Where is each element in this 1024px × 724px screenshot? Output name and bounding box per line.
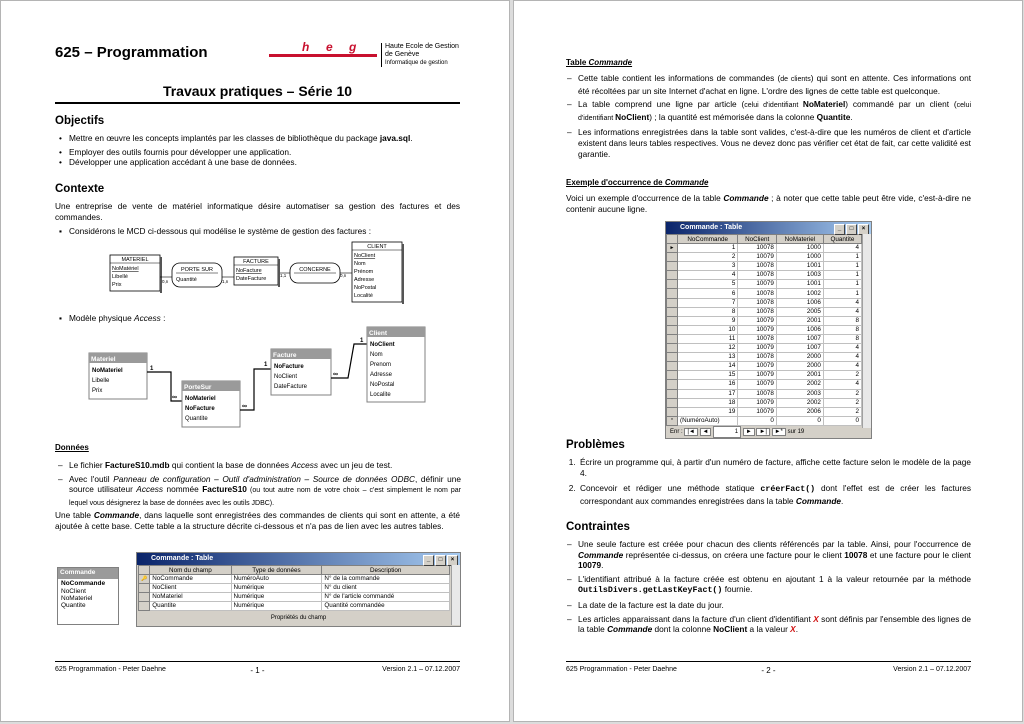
- list-item: – La date de la facture est la date du jour.: [566, 600, 971, 611]
- table-cell[interactable]: 10079: [738, 325, 777, 334]
- record-number-input[interactable]: 1: [713, 426, 741, 438]
- table-cell[interactable]: 0: [776, 416, 823, 425]
- list-item: – Avec l'outil Panneau de configuration – Outil d'administration – Source de données ODBC, définir une source utilisateur Access nommée FactureS10 (ou tout autre nom de votre choix – c'est simplement le nom par lequel vous désignerez la base de données avec les outils JDBC).: [57, 474, 461, 510]
- list-item: – Une seule facture est créée pour chacun des clients référencés par la table. Ainsi, pour l'occurrence de Commande représentée ci-dessus, on créera une facture pour le client 10078 et une facture pour le client 10079.: [566, 539, 971, 571]
- new-record-button[interactable]: ►*: [772, 428, 786, 436]
- table-cell[interactable]: 2000: [776, 362, 823, 371]
- table-cell[interactable]: 2006: [776, 407, 823, 416]
- datasheet-window: Commande : Table _ □ × NoCommande NoClient NoMateriel Quantite ► 1 10078 1000 4 2 10079 1000 1 3 10078 1001 1 4 10078 1003 1 5 10079 1001 1 6 10078 1002 1 7 10078 1006 4 8 10078 2005 4 9 10079 2001 8 10 10079 1006 8 11 10078 1007 8 12 10079 1007 4 13 10078 2000 4 14 10079 2000 4 15 10079 2001 2 16 10079 2002 4 17 10078 2003 2 18 10079 2002 2 19 10079 2006 2 * (NuméroAuto) 0 0 0 Enr : |◄ ◄ 1 ► ►| ►* sur 19: [665, 221, 872, 439]
- table-cell[interactable]: 10079: [738, 253, 777, 262]
- table-cell[interactable]: 2002: [776, 380, 823, 389]
- mcd-diagram: [106, 241, 406, 305]
- contexte-heading: Contexte: [55, 183, 105, 195]
- first-record-button[interactable]: |◄: [684, 428, 698, 436]
- mcd-client-entity: [352, 242, 404, 304]
- list-item: – Le fichier FactureS10.mdb qui contient la base de données Access avec un jeu de test.: [57, 460, 461, 471]
- svg-text:∞: ∞: [172, 394, 177, 401]
- svg-text:1: 1: [150, 366, 154, 372]
- svg-text:PorteSur: PorteSur: [184, 384, 212, 391]
- svg-text:DateFacture: DateFacture: [236, 276, 267, 282]
- table-cell[interactable]: 1007: [776, 334, 823, 343]
- table-row[interactable]: [667, 407, 862, 416]
- table-design-window: Commande : Table _ □ × Nom du champ Type de données Description 🔑 NoCommande NuméroAuto N° de la commande NoClient Numérique N° du client NoMateriel Numérique N° de l'article commandé Quantite Numérique Quantité commandée Propriétés du champ: [136, 552, 461, 627]
- page-footer: 625 Programmation - Peter Daehne - 1 - Version 2.1 – 07.12.2007: [55, 661, 460, 673]
- table-cell[interactable]: 4: [823, 298, 861, 307]
- table-cell[interactable]: 2: [823, 407, 861, 416]
- table-materiel: [89, 353, 147, 399]
- table-cell[interactable]: 2005: [776, 307, 823, 316]
- table-cell[interactable]: 4: [823, 362, 861, 371]
- minimize-button[interactable]: _: [834, 224, 845, 235]
- table-cell[interactable]: 0: [738, 416, 777, 425]
- table-cell[interactable]: 10078: [738, 289, 777, 298]
- table-cell[interactable]: 5: [678, 280, 738, 289]
- table-cell[interactable]: 4: [823, 307, 861, 316]
- table-cell[interactable]: 12: [678, 344, 738, 353]
- list-item: 1. Écrire un programme qui, à partir d'un numéro de facture, affiche cette facture selon le modèle de la page 4.: [578, 457, 971, 478]
- table-client: [367, 327, 425, 402]
- problemes-list: [566, 457, 971, 509]
- table-cell[interactable]: 10078: [738, 244, 777, 253]
- table-cell[interactable]: 10078: [738, 389, 777, 398]
- table-cell[interactable]: 10079: [738, 362, 777, 371]
- svg-text:Adresse: Adresse: [370, 372, 393, 378]
- table-row[interactable]: [667, 307, 862, 316]
- table-row[interactable]: [667, 371, 862, 380]
- table-cell[interactable]: 1006: [776, 325, 823, 334]
- svg-text:Quantité: Quantité: [176, 277, 197, 283]
- svg-text:Nom: Nom: [370, 352, 383, 358]
- heg-logo: h e g: [269, 41, 377, 67]
- table-cell[interactable]: 10078: [738, 334, 777, 343]
- table-cell[interactable]: 1: [823, 253, 861, 262]
- table-row: 🔑 NoCommande NuméroAuto N° de la commande: [139, 575, 450, 584]
- table-cell[interactable]: 1002: [776, 289, 823, 298]
- table-cell[interactable]: 8: [823, 325, 861, 334]
- maximize-button[interactable]: □: [435, 555, 446, 566]
- svg-text:NoMateriel: NoMateriel: [185, 396, 216, 402]
- svg-text:FACTURE: FACTURE: [243, 259, 269, 265]
- table-cell[interactable]: 3: [678, 262, 738, 271]
- table-cell[interactable]: 4: [823, 353, 861, 362]
- table-cell[interactable]: 10079: [738, 398, 777, 407]
- table-cell[interactable]: 18: [678, 398, 738, 407]
- exemple-heading: Exemple d'occurrence de Commande: [566, 178, 709, 187]
- table-cell[interactable]: (NuméroAuto): [678, 416, 738, 425]
- svg-text:Quantite: Quantite: [185, 416, 208, 422]
- close-button[interactable]: ×: [858, 224, 869, 235]
- cardinality: 0,n: [340, 273, 347, 278]
- list-item: • Mettre en œuvre les concepts implantés par les classes de bibliothèque du package java.sql.: [57, 133, 461, 144]
- table-row[interactable]: [667, 362, 862, 371]
- table-cell[interactable]: 14: [678, 362, 738, 371]
- mcd-facture-entity: [234, 257, 280, 287]
- table-cell[interactable]: 4: [823, 380, 861, 389]
- svg-text:NoClient: NoClient: [354, 253, 376, 259]
- svg-text:Localité: Localité: [354, 293, 373, 299]
- svg-text:1: 1: [360, 338, 364, 344]
- table-cell[interactable]: 16: [678, 380, 738, 389]
- list-item: – L'identifiant attribué à la facture créée est obtenu en ajoutant 1 à la valeur retournée par la méthode OutilsDivers.getLastKeyFact() fournie.: [566, 574, 971, 597]
- svg-text:Facture: Facture: [273, 352, 297, 359]
- mcd-porte-sur-relation: [172, 263, 222, 287]
- svg-text:Prix: Prix: [112, 282, 122, 288]
- table-facture: [271, 349, 331, 395]
- course-title: 625 – Programmation: [55, 44, 208, 61]
- table-cell[interactable]: 4: [823, 244, 861, 253]
- svg-text:Nom: Nom: [354, 261, 366, 267]
- minimize-button[interactable]: _: [423, 555, 434, 566]
- svg-text:NoFacture: NoFacture: [236, 268, 262, 274]
- scrollbar[interactable]: [451, 565, 460, 625]
- table-portesur: [182, 381, 240, 427]
- table-cell[interactable]: 1: [823, 280, 861, 289]
- table-row[interactable]: [667, 280, 862, 289]
- table-cell[interactable]: 2: [823, 398, 861, 407]
- table-cell[interactable]: 2: [823, 389, 861, 398]
- last-record-button[interactable]: ►|: [756, 428, 770, 436]
- table-row[interactable]: [667, 353, 862, 362]
- table-cell[interactable]: 1: [823, 289, 861, 298]
- svg-text:Client: Client: [369, 330, 388, 337]
- table-cell[interactable]: 2000: [776, 353, 823, 362]
- svg-text:NoMateriel: NoMateriel: [92, 368, 123, 374]
- svg-text:Adresse: Adresse: [354, 277, 375, 283]
- design-grid: Nom du champ Type de données Description 🔑 NoCommande NuméroAuto N° de la commande NoClient Numérique N° du client NoMateriel Numérique N° de l'article commandé Quantite Numérique Quantité commandée: [138, 565, 450, 611]
- svg-text:NoMatériel: NoMatériel: [112, 266, 139, 272]
- table-cell[interactable]: 10079: [738, 316, 777, 325]
- list-item: – Cette table contient les informations de commandes (de clients) qui sont en attente. Ces informations ont été récoltées par un site Internet d'achat en ligne. L'ordre des lignes de cette table est quelconque.: [566, 73, 971, 96]
- table-cell[interactable]: 1001: [776, 262, 823, 271]
- svg-text:Libellé: Libellé: [112, 274, 128, 280]
- table-cell[interactable]: 2003: [776, 389, 823, 398]
- table-cell[interactable]: 6: [678, 289, 738, 298]
- table-cell[interactable]: 2: [678, 253, 738, 262]
- table-row[interactable]: [667, 253, 862, 262]
- cardinality: 1,1: [280, 273, 287, 278]
- maximize-button[interactable]: □: [846, 224, 857, 235]
- table-row[interactable]: [667, 398, 862, 407]
- svg-text:NoFacture: NoFacture: [274, 364, 304, 370]
- svg-text:MATERIEL: MATERIEL: [121, 257, 149, 263]
- list-item: – Les informations enregistrées dans la table sont valides, c'est-à-dire que les numéros de client et d'article existent dans leurs tables respectives. Vous ne devez donc pas vérifier cet état de fait, car cette validité est garantie.: [566, 127, 971, 159]
- table-row[interactable]: [667, 325, 862, 334]
- commande-table-box: Commande NoCommande NoClient NoMateriel Quantite: [57, 567, 119, 625]
- svg-text:PORTE SUR: PORTE SUR: [181, 267, 213, 273]
- donnees-para: Une table Commande, dans laquelle sont enregistrées des commandes de clients qui sont en attente, a été ajoutée à cette base. Cette table a la structure décrite ci-dessous et n'a pas de lien avec les autres tables.: [55, 510, 460, 531]
- svg-text:CONCERNE: CONCERNE: [299, 267, 331, 273]
- table-cell[interactable]: 10079: [738, 344, 777, 353]
- table-cell[interactable]: 10079: [738, 380, 777, 389]
- donnees-heading: Données: [55, 443, 89, 452]
- table-cell[interactable]: 10078: [738, 298, 777, 307]
- svg-text:Localite: Localite: [370, 392, 391, 398]
- table-cell[interactable]: 2001: [776, 316, 823, 325]
- cardinality: 1,n: [222, 279, 229, 284]
- contexte-para: Une entreprise de vente de matériel informatique désire automatiser sa gestion des factures et des commandes.: [55, 201, 460, 222]
- objectifs-heading: Objectifs: [55, 115, 105, 127]
- table-cell[interactable]: 17: [678, 389, 738, 398]
- svg-text:∞: ∞: [333, 371, 338, 378]
- svg-text:NoClient: NoClient: [274, 374, 298, 380]
- svg-text:DateFacture: DateFacture: [274, 384, 308, 390]
- table-cell[interactable]: 8: [823, 334, 861, 343]
- contexte-bullet-1: ▪ Considérons le MCD ci-dessous qui modélise le système de gestion des factures :: [57, 226, 461, 240]
- table-cell[interactable]: 4: [823, 344, 861, 353]
- table-cell[interactable]: 1: [823, 271, 861, 280]
- table-cell[interactable]: 15: [678, 371, 738, 380]
- donnees-list: [57, 460, 461, 512]
- table-row[interactable]: [667, 298, 862, 307]
- svg-text:Prix: Prix: [92, 388, 103, 394]
- table-cell[interactable]: 1001: [776, 280, 823, 289]
- table-row[interactable]: ► 1 10078 1000 4: [667, 244, 862, 253]
- table-row: NoMateriel Numérique N° de l'article commandé: [139, 593, 450, 602]
- table-cell[interactable]: 2: [823, 371, 861, 380]
- problemes-heading: Problèmes: [566, 439, 625, 451]
- table-cell[interactable]: 1000: [776, 253, 823, 262]
- table-cell[interactable]: 1003: [776, 271, 823, 280]
- table-cell[interactable]: 10078: [738, 271, 777, 280]
- table-cell[interactable]: 2002: [776, 398, 823, 407]
- table-row[interactable]: [667, 344, 862, 353]
- table-row: Quantite Numérique Quantité commandée: [139, 602, 450, 611]
- table-cell[interactable]: 10: [678, 325, 738, 334]
- contraintes-heading: Contraintes: [566, 521, 630, 533]
- svg-text:NoPostal: NoPostal: [370, 382, 395, 388]
- list-item: • Développer une application accédant à une base de données.: [57, 157, 461, 168]
- record-navigator: Enr : |◄ ◄ 1 ► ►| ►* sur 19: [666, 426, 871, 436]
- list-item: • Employer des outils fournis pour développer une application.: [57, 147, 461, 158]
- access-relationship-diagram: [86, 326, 431, 431]
- mcd-concerne-relation: [290, 263, 340, 283]
- svg-text:NoPostal: NoPostal: [354, 285, 377, 291]
- list-item: 2. Concevoir et rédiger une méthode statique créerFact() dont l'effet est de créer les factures correspondant aux commandes enregistrées dans la table Commande.: [578, 483, 971, 506]
- table-cell[interactable]: 7: [678, 298, 738, 307]
- table-cell[interactable]: 11: [678, 334, 738, 343]
- table-cell[interactable]: 9: [678, 316, 738, 325]
- svg-text:1: 1: [264, 362, 268, 368]
- table-cell[interactable]: 10078: [738, 353, 777, 362]
- prev-record-button[interactable]: ◄: [700, 428, 712, 436]
- exemple-para: Voici un exemple d'occurrence de la table Commande ; à noter que cette table peut être vide, c'est-à-dire ne contenir aucune ligne.: [566, 193, 972, 214]
- table-cell[interactable]: 8: [823, 316, 861, 325]
- new-record-row[interactable]: * (NuméroAuto) 0 0 0: [667, 416, 862, 425]
- svg-text:NoClient: NoClient: [370, 342, 395, 348]
- page-1: [0, 0, 510, 722]
- cardinality: 0,n: [162, 279, 169, 284]
- table-cell[interactable]: 10079: [738, 280, 777, 289]
- svg-text:Prenom: Prenom: [370, 362, 392, 368]
- table-row[interactable]: [667, 380, 862, 389]
- table-cell[interactable]: 1: [823, 262, 861, 271]
- table-cell[interactable]: 4: [678, 271, 738, 280]
- mcd-materiel-entity: [110, 255, 162, 293]
- list-item: – La table comprend une ligne par article (celui d'identifiant NoMateriel) commandé par un client (celui d'identifiant NoClient) ; la quantité est mémorisée dans la colonne Quantite.: [566, 99, 971, 124]
- svg-text:Prénom: Prénom: [354, 269, 374, 275]
- contraintes-list: [566, 539, 971, 638]
- close-button[interactable]: ×: [447, 555, 458, 566]
- scrollbar[interactable]: [862, 234, 871, 428]
- table-cell[interactable]: 1000: [776, 244, 823, 253]
- table-row[interactable]: [667, 271, 862, 280]
- table-row[interactable]: [667, 334, 862, 343]
- objectifs-list: [57, 133, 461, 171]
- table-cell[interactable]: 1006: [776, 298, 823, 307]
- table-row[interactable]: [667, 389, 862, 398]
- table-commande-list: [566, 73, 971, 162]
- contexte-bullet-2: ▪ Modèle physique Access :: [57, 313, 461, 327]
- series-title: Travaux pratiques – Série 10: [55, 83, 460, 104]
- table-row: NoClient Numérique N° du client: [139, 584, 450, 593]
- next-record-button[interactable]: ►: [743, 428, 755, 436]
- svg-text:NoFacture: NoFacture: [185, 406, 215, 412]
- table-cell[interactable]: 10079: [738, 371, 777, 380]
- svg-text:∞: ∞: [242, 403, 247, 410]
- table-commande-heading: Table Commande: [566, 58, 633, 67]
- table-cell[interactable]: 1: [678, 244, 738, 253]
- table-row[interactable]: [667, 289, 862, 298]
- page-footer: 625 Programmation - Peter Daehne - 2 - Version 2.1 – 07.12.2007: [566, 661, 971, 673]
- list-item: – Les articles apparaissant dans la facture d'un client d'identifiant X sont définis par l'ensemble des lignes de la table Commande dont la colonne NoClient a la valeur X.: [566, 614, 971, 635]
- table-cell[interactable]: 19: [678, 407, 738, 416]
- table-row[interactable]: [667, 262, 862, 271]
- table-cell[interactable]: 13: [678, 353, 738, 362]
- table-cell[interactable]: 10078: [738, 262, 777, 271]
- svg-text:Materiel: Materiel: [91, 356, 116, 363]
- table-row[interactable]: [667, 316, 862, 325]
- svg-text:Libelle: Libelle: [92, 378, 110, 384]
- table-cell[interactable]: 1007: [776, 344, 823, 353]
- school-name: Haute Ecole de Gestion de Genève Informatique de gestion: [381, 43, 475, 67]
- table-cell[interactable]: 0: [823, 416, 861, 425]
- svg-text:CLIENT: CLIENT: [367, 244, 387, 250]
- table-cell[interactable]: 2001: [776, 371, 823, 380]
- page-2: [513, 0, 1023, 722]
- table-cell[interactable]: 10079: [738, 407, 777, 416]
- datasheet-grid: NoCommande NoClient NoMateriel Quantite ► 1 10078 1000 4 2 10079 1000 1 3 10078 1001 1 4 10078 1003 1 5 10079 1001 1 6 10078 1002 1 7 10078 1006 4 8 10078 2005 4 9 10079 2001 8 10 10079 1006 8 11 10078 1007 8 12 10079 1007 4 13 10078 2000 4 14 10079 2000 4 15 10079 2001 2 16 10079 2002 4 17 10078 2003 2 18 10079 2002 2 19 10079 2006 2 * (NuméroAuto) 0 0 0: [666, 234, 862, 426]
- table-cell[interactable]: 10078: [738, 307, 777, 316]
- table-cell[interactable]: 8: [678, 307, 738, 316]
